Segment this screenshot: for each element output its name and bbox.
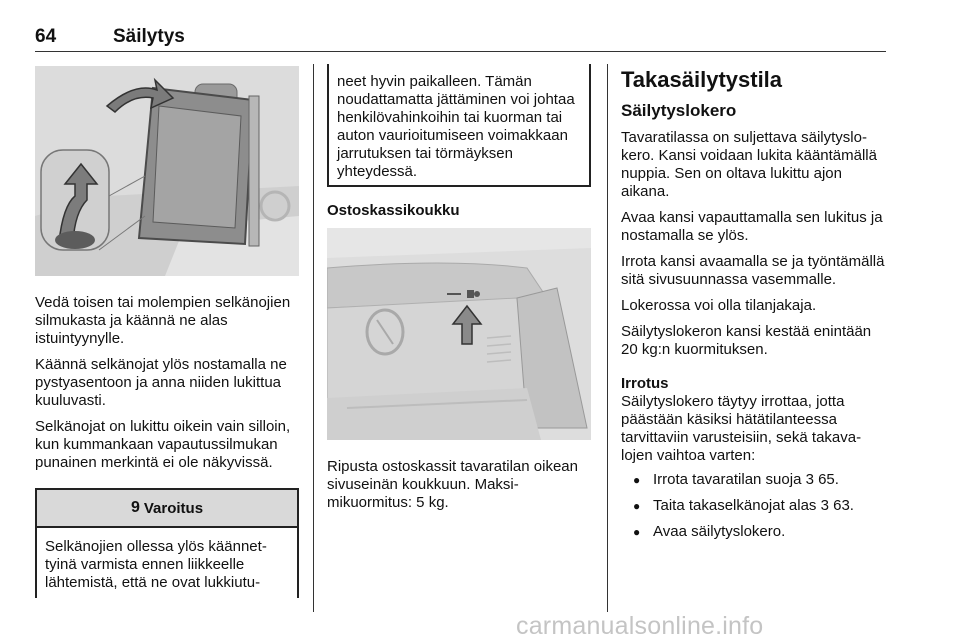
paragraph: Lokerossa voi olla tilanjakaja. [621,297,817,314]
section-heading-rear-storage: Takasäilytystila [621,67,783,92]
warning-continuation-text: neet hyvin paikalleen. Tämän noudattamatta jättäminen voi johtaa henkilövahinkoihin tai kuorman tai auton vaurioitumiseen voimakkaan jarrutuksen tai törmäyksen yhteydessä. [337,73,575,180]
subheading-removal: Irrotus [621,375,669,392]
warning-continuation-box [327,64,591,187]
warning-text: Selkänojien ollessa ylös käännettyinä varmista ennen liikkeelle lähtemistä, että ne ovat lukkiutu- [45,538,267,591]
removal-text: Säilytyslokero täytyy irrottaa, jotta päästään käsiksi hätätilanteessa tarvittaviin varusteisiin, sekä takavalojen vaihtoa varten: [621,393,862,464]
paragraph: Selkänojat on lukittu oikein vain silloin, kun kummankaan vapautussilmukan punainen merkintä ei ole näkyvissä. [35,418,291,471]
warning-title: Varoitus [143,499,204,517]
warning-header [37,490,297,528]
shopping-hook-illustration [327,228,591,440]
paragraph: Käännä selkänojat ylös nostamalla ne pystyasentoon ja anna niiden lukittua kuuluvasti. [35,356,287,409]
watermark: carmanualsonline.info [516,612,764,640]
paragraph: Irrota kansi avaamalla se ja työntämällä sitä sivusuunnassa vasemmalle. [621,253,885,288]
list-item: ● Avaa säilytyslokero. [621,523,886,541]
rear-storage-section [621,67,886,549]
column-divider [313,64,314,612]
removal-steps [621,471,886,541]
column-divider [607,64,608,612]
subheading-storage-compartment: Säilytyslokero [621,101,737,120]
paragraph: Avaa kansi vapauttamalla sen lukitus ja nostamalla se ylös. [621,209,883,244]
paragraph: Tavaratilassa on suljettava säilytyslokero. Kansi voidaan lukita kääntämällä nuppia. Sen on oltava lukittu ajon aikana. [621,129,877,200]
page-header [35,24,886,52]
page-title: Säilytys [113,26,185,47]
section-heading-shopping-hook: Ostoskassikoukku [327,202,460,219]
warning-icon: 9 [130,499,140,516]
list-item: ● Irrota tavaratilan suoja 3 65. [621,471,886,489]
seatback-instructions [35,294,301,480]
seatback-fold-illustration [35,66,299,276]
paragraph: Vedä toisen tai molempien selkänojien silmukasta ja käännä ne alas istuintyynylle. [35,294,291,347]
shopping-hook-caption: Ripusta ostoskassit tavaratilan oikean sivuseinän koukkuun. Maksimikuormitus: 5 kg. [327,458,578,511]
paragraph: Säilytyslokeron kansi kestää enintään 20 kg:n kuormituksen. [621,323,872,358]
page-number: 64 [35,26,57,47]
warning-box [35,488,299,598]
list-item: ● Taita takaselkänojat alas 3 63. [621,497,886,515]
